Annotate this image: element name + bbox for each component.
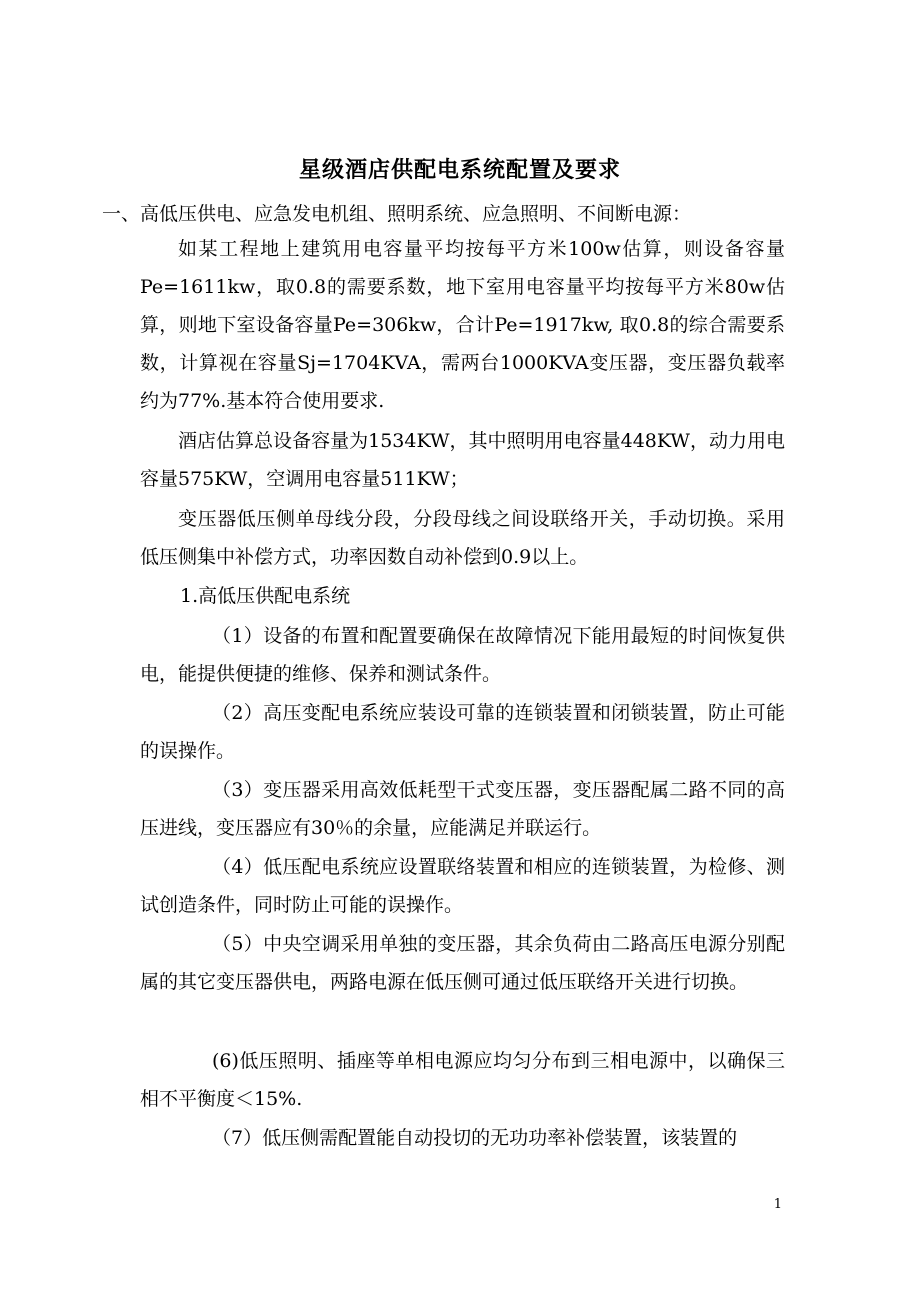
list-item-3: （3）变压器采用高效低耗型干式变压器，变压器配属二路不同的高压进线，变压器应有30％的余量，应能满足并联运行。 <box>140 779 785 839</box>
section-heading-1: 一、高低压供电、应急发电机组、照明系统、应急照明、不间断电源： <box>102 203 692 225</box>
subsection-heading-1: 1.高低压供配电系统 <box>180 585 351 607</box>
paragraph-busbar: 变压器低压侧单母线分段，分段母线之间设联络开关，手动切换。采用低压侧集中补偿方式，功率因数自动补偿到0.9以上。 <box>140 508 785 568</box>
list-item-1: （1）设备的布置和配置要确保在故障情况下能用最短的时间恢复供电，能提供便捷的维修、保养和测试条件。 <box>140 625 785 685</box>
list-item-7: （7）低压侧需配置能自动投切的无功功率补偿装置，该装置的 <box>212 1127 738 1149</box>
paragraph-total-capacity: 酒店估算总设备容量为1534KW，其中照明用电容量448KW，动力用电容量575KW，空调用电容量511KW； <box>140 430 785 490</box>
list-item-6: (6)低压照明、插座等单相电源应均匀分布到三相电源中，以确保三相不平衡度＜15%. <box>140 1050 785 1110</box>
paragraph-capacity-estimate: 如某工程地上建筑用电容量平均按每平方米100w估算，则设备容量Pe=1611kw，取0.8的需要系数，地下室用电容量平均按每平方米80w估算，则地下室设备容量Pe=306kw，合计Pe=1917kw, 取0.8的综合需要系数，计算视在容量Sj=1704KVA，需两台1000KVA变压器，变压器负载率约为77%.基本符合使用要求. <box>140 238 785 412</box>
list-item-2: （2）高压变配电系统应装设可靠的连锁装置和闭锁装置，防止可能的误操作。 <box>140 702 785 762</box>
document-title: 星级酒店供配电系统配置及要求 <box>298 157 621 183</box>
page-number: 1 <box>773 1197 782 1212</box>
list-item-4: （4）低压配电系统应设置联络装置和相应的连锁装置，为检修、测试创造条件，同时防止可能的误操作。 <box>140 856 785 916</box>
list-item-5: （5）中央空调采用单独的变压器，其余负荷由二路高压电源分别配属的其它变压器供电，两路电源在低压侧可通过低压联络开关进行切换。 <box>140 933 785 993</box>
